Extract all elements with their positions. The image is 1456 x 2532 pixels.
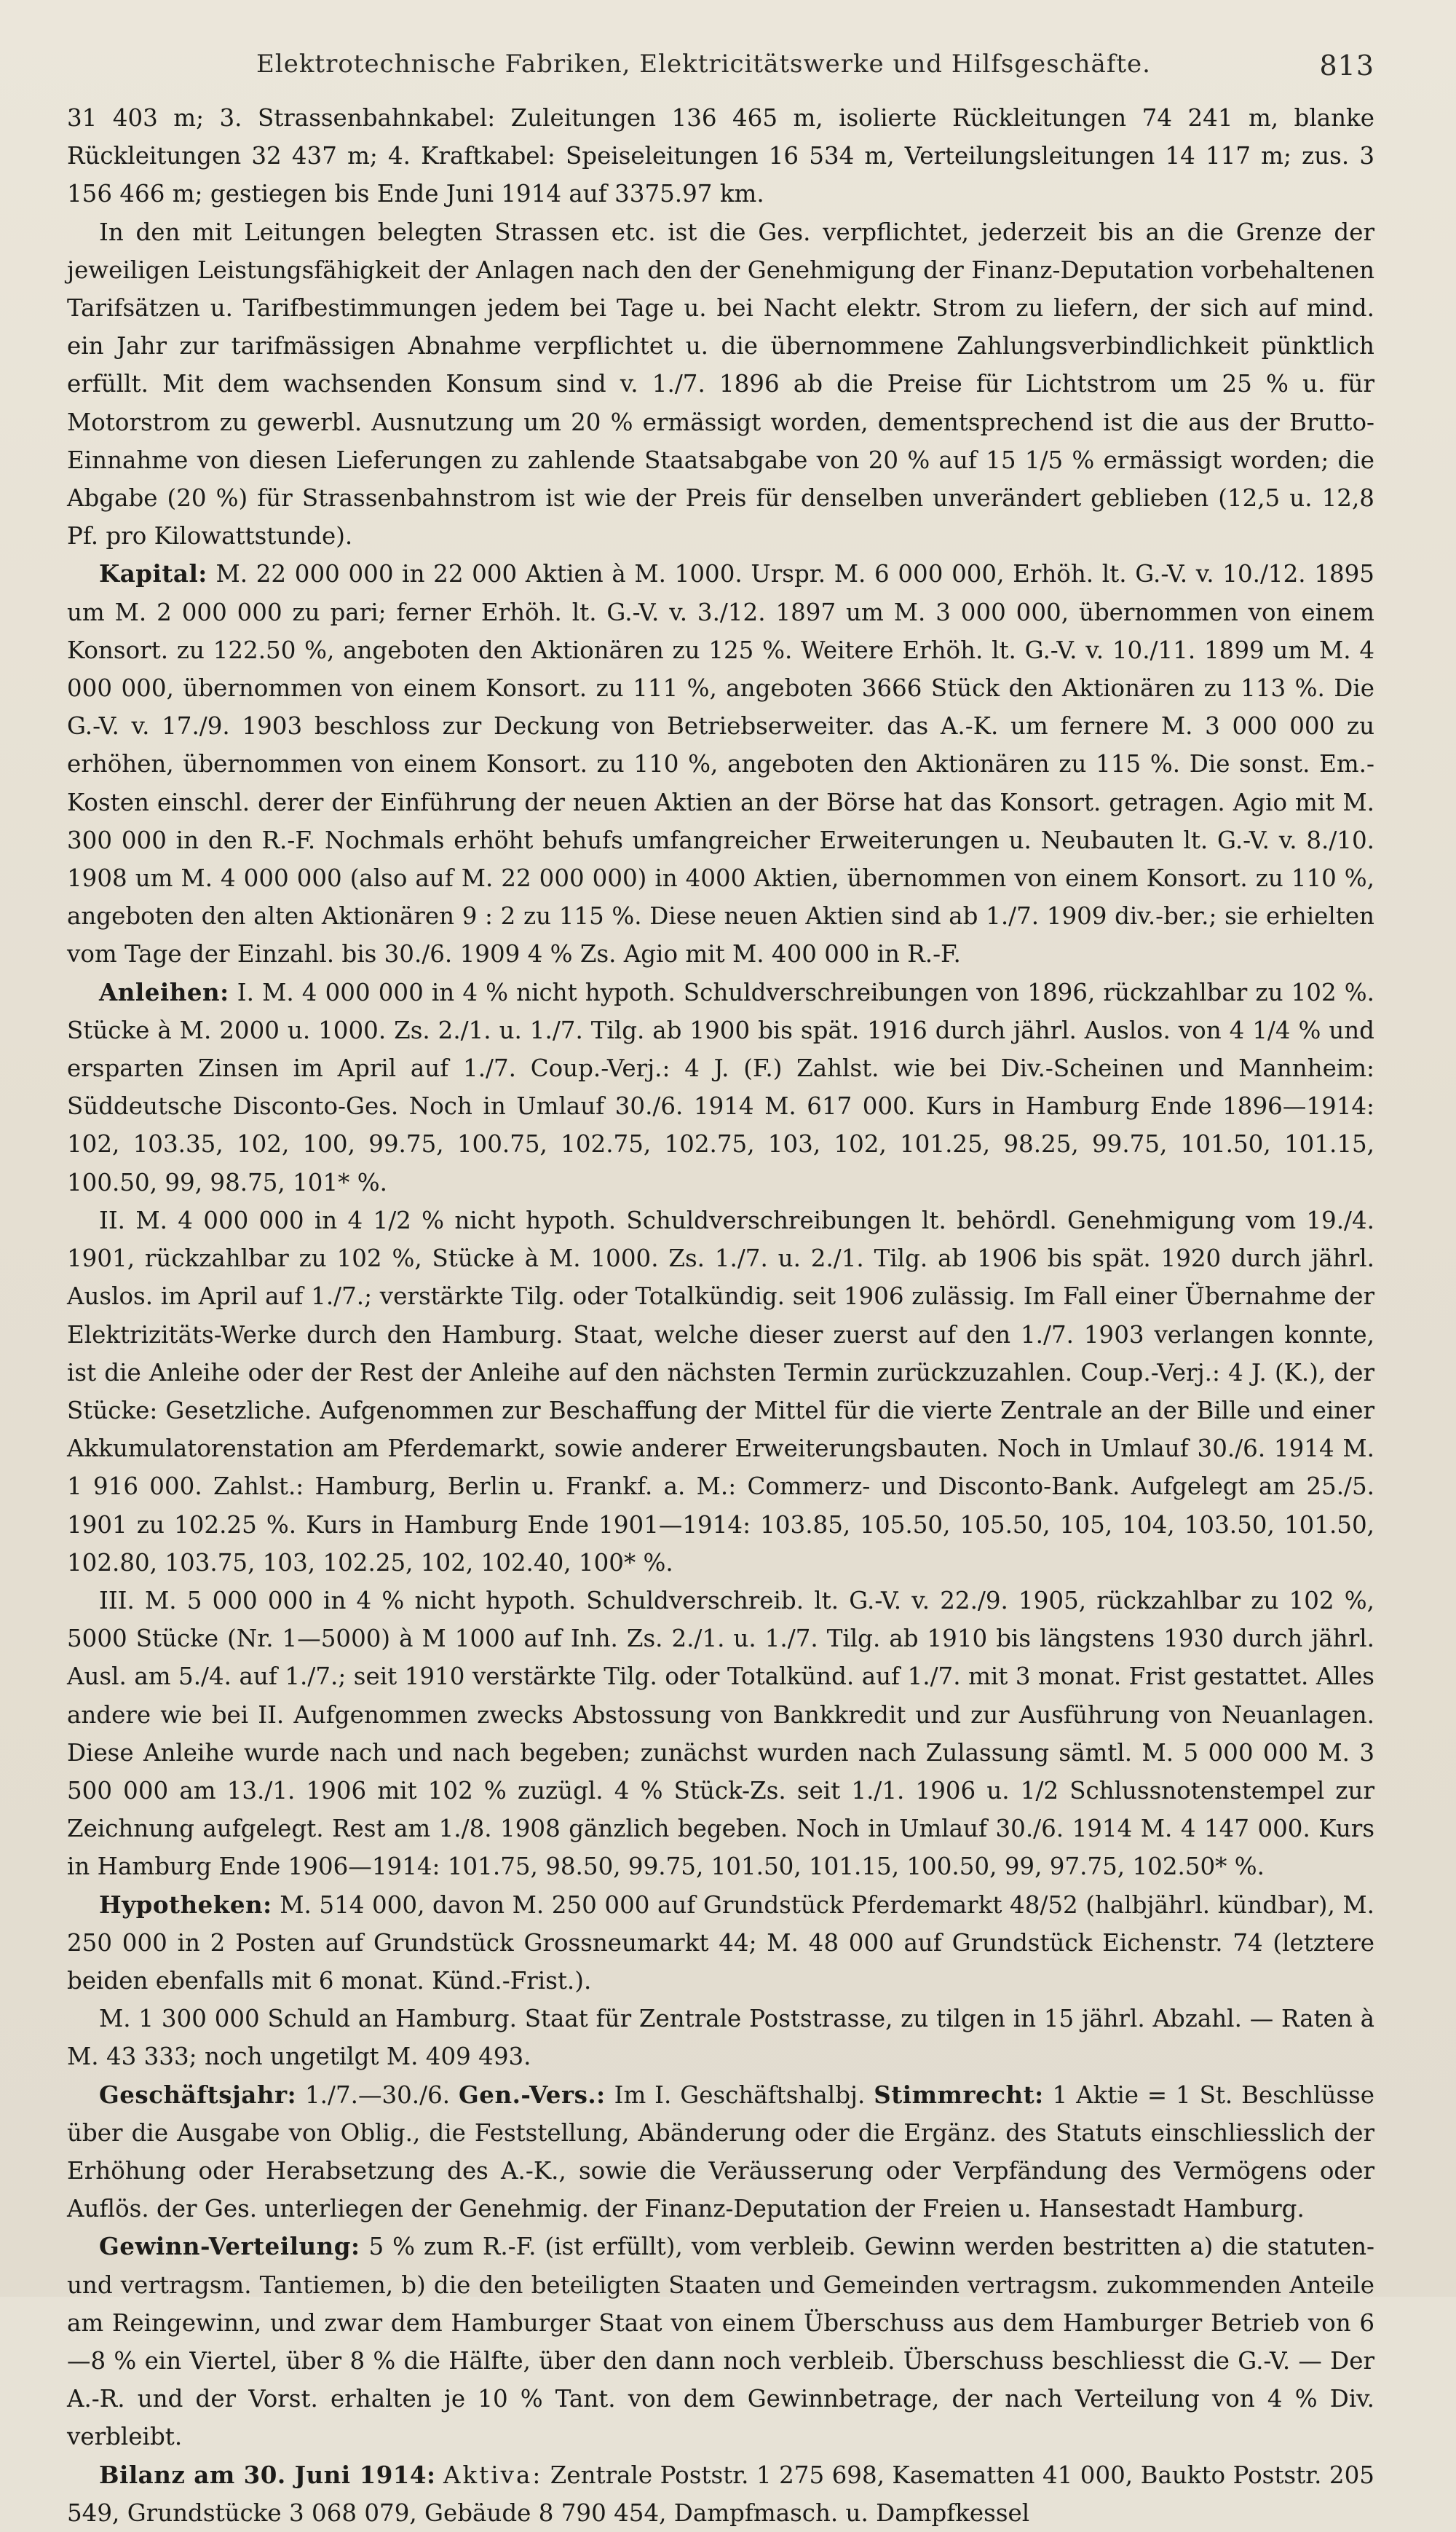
stimmrecht-text: 1 Aktie = 1 St. Beschlüsse über die Ausgabe von Oblig., die Feststellung, Abänderung oder die Ergänz. des Statuts einschliesslich der Erhöhung oder Herabsetzung des A.-K., sowie die Veräusserung oder Verpfändung des Vermögens oder Auflös. der Ges. unterliegen der Genehmig. der Finanz-Deputation der Freien u. Hansestadt Hamburg. bbox=[67, 2081, 1374, 2223]
running-header bbox=[67, 41, 1374, 83]
bilanz-section bbox=[67, 2456, 1374, 2532]
kapital-text: M. 22 000 000 in 22 000 Aktien à M. 1000. Urspr. M. 6 000 000, Erhöh. lt. G.-V. v. 10./12. 1895 um M. 2 000 000 zu pari; ferner Erhöh. lt. G.-V. v. 3./12. 1897 um M. 3 000 000, übernommen von einem Konsort. zu 122.50 %, angeboten den Aktionären zu 125 %. Weitere Erhöh. lt. G.-V. v. 10./11. 1899 um M. 4 000 000, übernommen von einem Konsort. zu 111 %, angeboten 3666 Stück den Aktionären zu 113 %. Die G.-V. v. 17./9. 1903 beschloss zur Deckung von Betriebserweiter. das A.-K. um fernere M. 3 000 000 zu erhöhen, übernommen von einem Konsort. zu 110 %, angeboten den Aktionären zu 115 %. Die sonst. Em.-Kosten einschl. derer der Einführung der neuen Aktien an der Börse hat das Konsort. getragen. Agio mit M. 300 000 in den R.-F. Nochmals erhöht behufs umfangreicher Erweiterungen u. Neubauten lt. G.-V. v. 8./10. 1908 um M. 4 000 000 (also auf M. 22 000 000) in 4000 Aktien, übernommen von einem Konsort. zu 110 %, angeboten den alten Aktionären 9 : 2 zu 115 %. Diese neuen Aktien sind ab 1./7. 1909 div.-ber.; sie erhielten vom Tage der Einzahl. bis 30./6. 1909 4 % Zs. Agio mit M. 400 000 in R.-F. bbox=[67, 560, 1374, 969]
cables-paragraph: 31 403 m; 3. Strassenbahnkabel: Zuleitungen 136 465 m, isolierte Rückleitungen 74 241 m, blanke Rückleitungen 32 437 m; 4. Kraftkabel: Speiseleitungen 16 534 m, Verteilungsleitungen 14 117 m; zus. 3 156 466 m; gestiegen bis Ende Juni 1914 auf 3375.97 km. bbox=[67, 104, 1374, 208]
gen-vers-text: Im I. Geschäftshalbj. bbox=[614, 2081, 866, 2109]
gen-vers-heading: Gen.-Vers.: bbox=[459, 2080, 606, 2109]
gewinn-heading: Gewinn-Verteilung: bbox=[99, 2232, 360, 2261]
hypotheken-heading: Hypotheken: bbox=[99, 1890, 272, 1919]
staatsschuld-paragraph: M. 1 300 000 Schuld an Hamburg. Staat für Zentrale Poststrasse, zu tilgen in 15 jährl. Abzahl. — Raten à M. 43 333; noch ungetilgt M. 409 493. bbox=[67, 2005, 1374, 2071]
kapital-section bbox=[67, 555, 1374, 973]
bilanz-heading: Bilanz am 30. Juni 1914: bbox=[99, 2460, 436, 2489]
anleihen-heading: Anleihen: bbox=[99, 977, 229, 1006]
page-number: 813 bbox=[1319, 50, 1374, 82]
gewinn-text: 5 % zum R.-F. (ist erfüllt), vom verbleib. Gewinn werden bestritten a) die statuten- und vertragsm. Tantiemen, b) die den beteiligten Staaten und Gemeinden vertragsm. zukommenden Anteile am Reingewinn, und zwar dem Hamburger Staat von einem Überschuss aus dem Hamburger Betrieb von 6—8 % ein Viertel, über 8 % die Hälfte, über den dann noch verbleib. Überschuss beschliesst die G.-V. — Der A.-R. und der Vorst. erhalten je 10 % Tant. von dem Gewinnbetrage, der nach Verteilung von 4 % Div. verbleibt. bbox=[67, 2233, 1374, 2451]
geschaeftsjahr-section bbox=[67, 2076, 1374, 2228]
body-text bbox=[67, 99, 1374, 2532]
gewinn-section bbox=[67, 2228, 1374, 2456]
hypotheken-text: M. 514 000, davon M. 250 000 auf Grundstück Pferdemarkt 48/52 (halbjährl. kündbar), M. 250 000 in 2 Posten auf Grundstück Grossneumarkt 44; M. 48 000 auf Grundstück Eichenstr. 74 (letztere beiden ebenfalls mit 6 monat. Künd.-Frist.). bbox=[67, 1890, 1374, 1995]
header-title: Elektrotechnische Fabriken, Elektricitätswerke und Hilfsgeschäfte. bbox=[256, 50, 1151, 79]
anleihe-2-paragraph: II. M. 4 000 000 in 4 1/2 % nicht hypoth. Schuldverschreibungen lt. behördl. Genehmigung vom 19./4. 1901, rückzahlbar zu 102 %, Stücke à M. 1000. Zs. 1./7. u. 2./1. Tilg. ab 1906 bis spät. 1920 durch jährl. Auslos. im April auf 1./7.; verstärkte Tilg. oder Totalkündig. seit 1906 zulässig. Im Fall einer Übernahme der Elektrizitäts-Werke durch den Hamburg. Staat, welche dieser zuerst auf den 1./7. 1903 verlangen konnte, ist die Anleihe oder der Rest der Anleihe auf den nächsten Termin zurückzuzahlen. Coup.-Verj.: 4 J. (K.), der Stücke: Gesetzliche. Aufgenommen zur Beschaffung der Mittel für die vierte Zentrale an der Bille und einer Akkumulatorenstation am Pferdemarkt, sowie anderer Erweiterungsbauten. Noch in Umlauf 30./6. 1914 M. 1 916 000. Zahlst.: Hamburg, Berlin u. Frankf. a. M.: Commerz- und Disconto-Bank. Aufgelegt am 25./5. 1901 zu 102.25 %. Kurs in Hamburg Ende 1901—1914: 103.85, 105.50, 105.50, 105, 104, 103.50, 101.50, 102.80, 103.75, 103, 102.25, 102, 102.40, 100* %. bbox=[67, 1206, 1374, 1577]
geschaeftsjahr-heading: Geschäftsjahr: bbox=[99, 2080, 297, 2109]
geschaeftsjahr-text: 1./7.—30./6. bbox=[304, 2081, 451, 2109]
kapital-heading: Kapital: bbox=[99, 559, 207, 588]
anleihe-1-text: I. M. 4 000 000 in 4 % nicht hypoth. Schuldverschreibungen von 1896, rückzahlbar zu 102 %. Stücke à M. 2000 u. 1000. Zs. 2./1. u. 1./7. Tilg. ab 1900 bis spät. 1916 durch jährl. Auslos. von 4 1/4 % und ersparten Zinsen im April auf 1./7. Coup.-Verj.: 4 J. (F.) Zahlst. wie bei Div.-Scheinen und Mannheim: Süddeutsche Disconto-Ges. Noch in Umlauf 30./6. 1914 M. 617 000. Kurs in Hamburg Ende 1896—1914: 102, 103.35, 102, 100, 99.75, 100.75, 102.75, 102.75, 103, 102, 101.25, 98.25, 99.75, 101.50, 101.15, 100.50, 99, 98.75, 101* %. bbox=[67, 978, 1374, 1196]
hypotheken-section bbox=[67, 1886, 1374, 2000]
aktiva-label: Aktiva: bbox=[443, 2461, 543, 2489]
stimmrecht-heading: Stimmrecht: bbox=[874, 2080, 1044, 2109]
anleihe-3-paragraph: III. M. 5 000 000 in 4 % nicht hypoth. Schuldverschreib. lt. G.-V. v. 22./9. 1905, rückzahlbar zu 102 %, 5000 Stücke (Nr. 1—5000) à M 1000 auf Inh. Zs. 2./1. u. 1./7. Tilg. ab 1910 bis längstens 1930 durch jährl. Ausl. am 5./4. auf 1./7.; seit 1910 verstärkte Tilg. oder Totalkünd. auf 1./7. mit 3 monat. Frist gestattet. Alles andere wie bei II. Aufgenommen zwecks Abstossung von Bankkredit und zur Ausführung von Neuanlagen. Diese Anleihe wurde nach und nach begeben; zunächst wurden nach Zulassung sämtl. M. 5 000 000 M. 3 500 000 am 13./1. 1906 mit 102 % zuzügl. 4 % Stück-Zs. seit 1./1. 1906 u. 1/2 Schlussnotenstempel zur Zeichnung aufgelegt. Rest am 1./8. 1908 gänzlich begeben. Noch in Umlauf 30./6. 1914 M. 4 147 000. Kurs in Hamburg Ende 1906—1914: 101.75, 98.50, 99.75, 101.50, 101.15, 100.50, 99, 97.75, 102.50* %. bbox=[67, 1586, 1374, 1881]
obligation-paragraph: In den mit Leitungen belegten Strassen etc. ist die Ges. verpflichtet, jederzeit bis an die Grenze der jeweiligen Leistungsfähigkeit der Anlagen nach den der Genehmigung der Finanz-Deputation vorbehaltenen Tarifsätzen u. Tarifbestimmungen jedem bei Tage u. bei Nacht elektr. Strom zu liefern, der sich auf mind. ein Jahr zur tarifmässigen Abnahme verpflichtet u. die übernommene Zahlungsverbindlichkeit pünktlich erfüllt. Mit dem wachsenden Konsum sind v. 1./7. 1896 ab die Preise für Lichtstrom um 25 % u. für Motorstrom zu gewerbl. Ausnutzung um 20 % ermässigt worden, dementsprechend ist die aus der Brutto-Einnahme von diesen Lieferungen zu zahlende Staatsabgabe von 20 % auf 15 1/5 % ermässigt worden; die Abgabe (20 %) für Strassenbahnstrom ist wie der Preis für denselben unverändert geblieben (12,5 u. 12,8 Pf. pro Kilowattstunde). bbox=[67, 218, 1374, 551]
anleihen-section bbox=[67, 974, 1374, 1202]
bilanz-text: Zentrale Poststr. 1 275 698, Kasematten 41 000, Baukto Poststr. 205 549, Grundstücke 3 068 079, Gebäude 8 790 454, Dampfmasch. u. Dampfkessel bbox=[67, 2461, 1374, 2527]
